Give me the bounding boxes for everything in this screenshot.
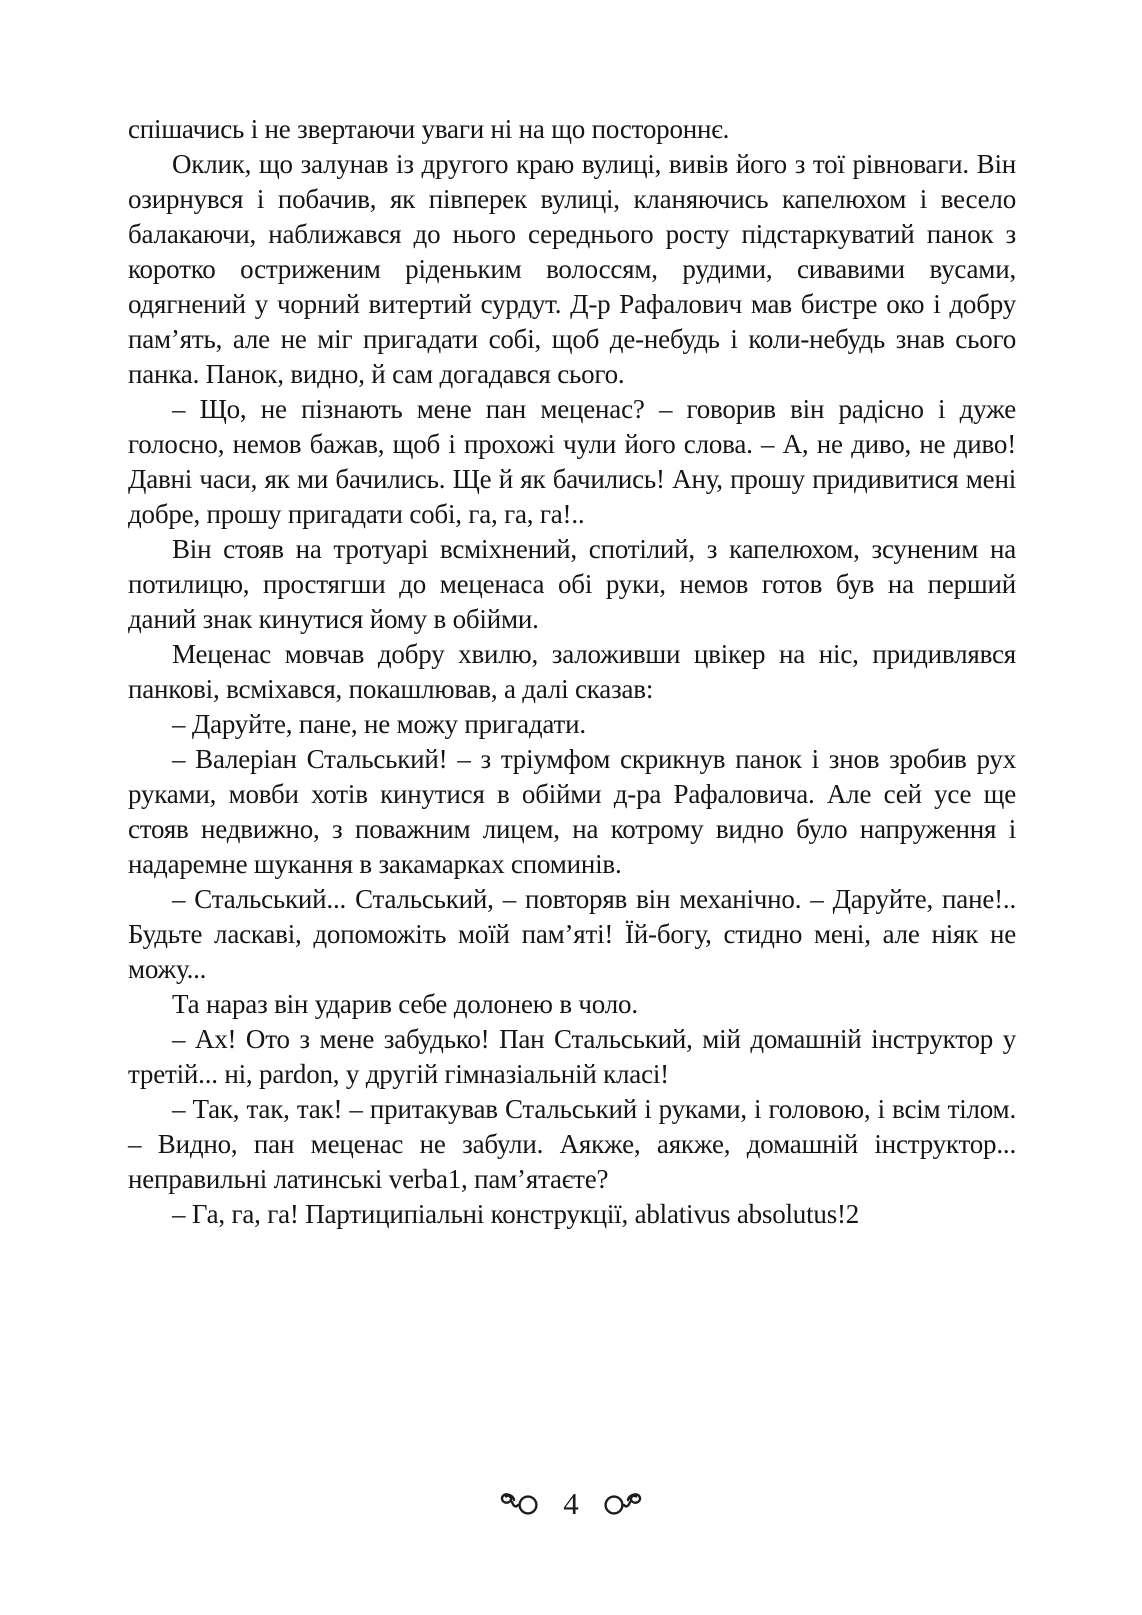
paragraph: – Стальський... Стальський, – повторяв він механічно. – Даруйте, пане!.. Будьте ласкаві, допоможіть моїй пам’яті! Їй-богу, стидно мені, але ніяк не можу... (128, 884, 1016, 984)
page-text (128, 112, 1016, 1232)
paragraph: Та нараз він ударив себе долонею в чоло. (172, 989, 638, 1019)
paragraph: – Ах! Ото з мене забудько! Пан Стальський, мій домашній інструктор у третій... ні, pardon, у другій гімназіальній класі! (128, 1024, 1016, 1089)
paragraph: Він стояв на тротуарі всміхнений, спотілий, з капелюхом, зсуненим на потилицю, простягши до меценаса обі руки, немов готов був на перший даний знак кинутися йому в обійми. (128, 534, 1016, 634)
paragraph: – Так, так, так! – притакував Стальський і руками, і головою, і всім тілом. – Видно, пан меценас не забули. Аякже, аякже, домашній інструктор... неправильні латинські verba1, пам’ятаєте? (128, 1094, 1016, 1194)
paragraph: спішачись і не звертаючи уваги ні на що постороннє. (128, 114, 730, 144)
paragraph: – Що, не пізнають мене пан меценас? – говорив він радісно і дуже голосно, немов бажав, щоб і прохожі чули його слова. – А, не диво, не диво! Давні часи, як ми бачились. Ще й як бачились! Ану, прошу придивитися мені добре, прошу пригадати собі, га, га, га!.. (128, 394, 1016, 529)
page-footer (0, 1488, 1142, 1519)
paragraph: – Га, га, га! Партиципіальні конструкції, ablativus absolutus!2 (172, 1199, 860, 1229)
paragraph: Оклик, що залунав із другого краю вулиці, вивів його з тої рівноваги. Він озирнувся і побачив, як півперек вулиці, кланяючись капелюхом і весело балакаючи, наближався до нього середнього росту підстаркуватий панок з коротко остриженим ріденьким волоссям, рудими, сивавими вусами, одягнений у чорний витертий сурдут. Д-р Рафалович мав бистре око і добру пам’ять, але не міг пригадати собі, щоб де-небудь і коли-небудь знав сього панка. Панок, видно, й сам догадався сього. (128, 149, 1016, 389)
page-number: 4 (563, 1486, 579, 1521)
paragraph: – Валеріан Стальський! – з тріумфом скрикнув панок і знов зробив рух руками, мовби хотів кинутися в обійми д-ра Рафаловича. Але сей усе ще стояв недвижно, з поважним лицем, на котрому видно було напруження і надаремне шукання в закамарках споминів. (128, 744, 1016, 879)
fleuron-left-icon (497, 1491, 539, 1517)
fleuron-right-icon (603, 1491, 645, 1517)
paragraph: Меценас мовчав добру хвилю, заложивши цвікер на ніс, придивлявся панкові, всміхався, покашлював, а далі сказав: (128, 639, 1016, 704)
paragraph: – Даруйте, пане, не можу пригадати. (172, 709, 586, 739)
